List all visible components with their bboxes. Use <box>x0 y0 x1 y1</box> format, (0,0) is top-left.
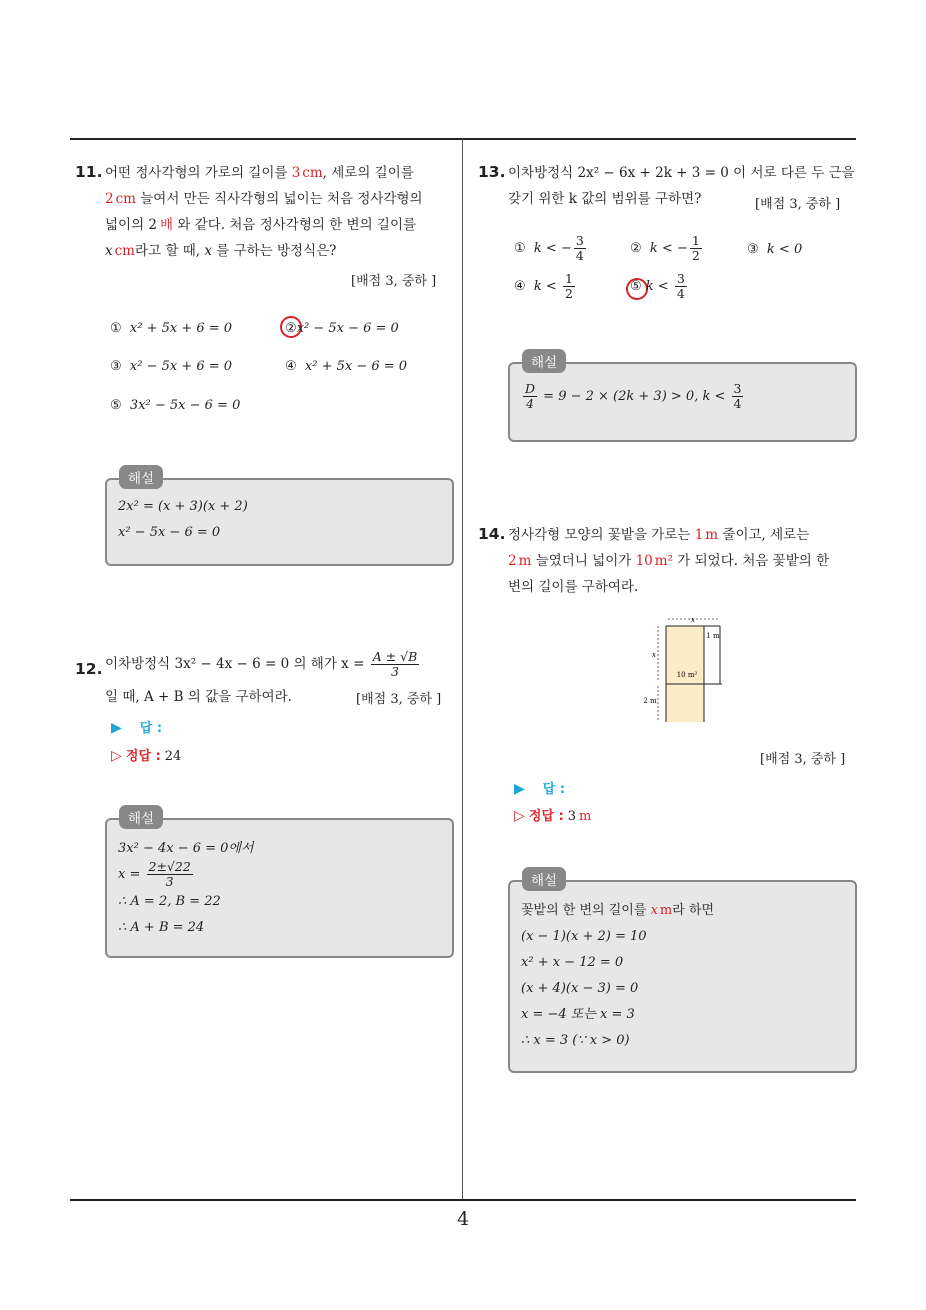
q12-fraction <box>371 650 420 679</box>
option-expr: x² − 5x + 6 = 0 <box>129 359 233 374</box>
solution-line: x² − 5x − 6 = 0 <box>118 525 221 540</box>
correct-unit: m <box>579 809 592 824</box>
solution-line: = 9 − 2 × (2k + 3) > 0, k < <box>539 389 730 404</box>
q12-answer-line[interactable] <box>111 717 162 736</box>
solution-line: 2x² = (x + 3)(x + 2) <box>118 499 248 514</box>
option-mark: ① <box>110 321 122 336</box>
q14-number: 14. <box>478 525 506 543</box>
q11-text-seg: 라고 할 때, <box>135 243 205 259</box>
solution-label: 해설 <box>119 805 163 829</box>
frac-num: 2±√22 <box>148 859 191 874</box>
frac-den: 3 <box>391 664 399 679</box>
q11-text <box>105 160 457 264</box>
option-fraction <box>563 272 575 301</box>
solution-label: 해설 <box>119 465 163 489</box>
solution-label: 해설 <box>522 349 566 373</box>
q14-text-seg: 늘였더니 넓이가 <box>531 553 636 569</box>
frac-den: 4 <box>676 286 685 301</box>
option-expr: 3x² − 5x − 6 = 0 <box>129 398 241 413</box>
frac-num: 3 <box>676 271 685 286</box>
option-expr: k < − <box>533 241 572 256</box>
q11-value-2b: 2 <box>148 217 158 233</box>
option-mark: ③ <box>747 242 759 257</box>
sol-unit-m: m <box>659 903 673 918</box>
q13-option-4[interactable] <box>514 272 577 301</box>
q11-unit-cm: cm <box>114 243 135 259</box>
solution-line: ∴ x = 3 (∵ x > 0) <box>521 1033 630 1048</box>
fig-label-1m: 1 m <box>706 632 720 640</box>
q11-unit-cm: cm <box>115 191 136 207</box>
frac-num: 1 <box>691 233 700 248</box>
q14-unit-m: m <box>705 527 719 543</box>
sol-fraction <box>732 382 744 411</box>
q11-line2 <box>105 186 457 212</box>
sol-seg: 꽃밭의 한 변의 길이를 <box>521 903 651 918</box>
frac-num: 3 <box>575 233 584 248</box>
option-fraction <box>574 234 586 263</box>
solution-line: x = −4 또는 x = 3 <box>521 1007 635 1022</box>
option-mark: ② <box>285 321 297 336</box>
q11-unit-cm: cm <box>302 165 323 181</box>
solution-line: ∴ A + B = 24 <box>118 920 205 935</box>
q14-unit-m: m <box>518 553 532 569</box>
correct-arrow-icon: ▷ <box>111 748 122 764</box>
q11-value-2: 2 <box>105 191 114 207</box>
solution-line: (x − 1)(x + 2) = 10 <box>521 929 647 944</box>
fig-label-area: 10 m² <box>676 671 698 679</box>
correct-value: 24 <box>164 749 182 764</box>
sol-fraction <box>523 382 537 411</box>
q12-score-tag: [배점 3, 중하 ] <box>356 692 442 707</box>
q11-option-5[interactable] <box>110 398 240 413</box>
q12-correct-line <box>111 745 181 764</box>
q14-line1 <box>508 522 860 548</box>
q11-var-x: x <box>105 243 113 259</box>
q11-option-4[interactable] <box>285 359 407 374</box>
option-expr: x² + 5x + 6 = 0 <box>129 321 233 336</box>
q12-line2: 일 때, A + B 의 값을 구하여라. <box>105 689 292 705</box>
option-mark: ② <box>630 241 642 256</box>
option-mark: ④ <box>285 359 297 374</box>
q12-text <box>105 650 457 679</box>
option-fraction <box>690 234 702 263</box>
q11-number: 11. <box>75 163 103 181</box>
q14-garden-figure <box>640 612 730 727</box>
frac-num: 3 <box>733 381 742 396</box>
solution-line: x² + x − 12 = 0 <box>521 955 624 970</box>
q12-line1 <box>105 650 457 679</box>
q11-line4 <box>105 238 457 264</box>
fig-label-x-left: x <box>652 651 656 659</box>
solution-line: (x + 4)(x − 3) = 0 <box>521 981 639 996</box>
q11-option-2[interactable] <box>285 321 399 336</box>
option-mark: ③ <box>110 359 122 374</box>
q12-solution-box <box>105 811 454 958</box>
q11-text-seg: 를 구하는 방정식은? <box>211 243 337 259</box>
q14-line2 <box>508 548 860 574</box>
option-expr: k < <box>533 279 561 294</box>
q14-value-2: 2 <box>508 553 517 569</box>
bottom-rule <box>70 1199 856 1201</box>
answer-label: 답 : <box>542 782 566 797</box>
q13-solution-box <box>508 355 857 442</box>
q13-score-tag: [배점 3, 중하 ] <box>755 197 841 212</box>
q14-line3: 변의 길이를 구하여라. <box>508 579 639 595</box>
q11-text-seg: 늘여서 만든 직사각형의 넓이는 처음 정사각형의 <box>135 191 423 207</box>
sol-seg: 라 하면 <box>672 903 715 918</box>
option-expr: k < − <box>649 241 688 256</box>
frac-den: 4 <box>575 248 584 263</box>
q11-score-tag: [배점 3, 중하 ] <box>351 274 437 289</box>
solution-line: ∴ A = 2, B = 22 <box>118 894 221 909</box>
frac-num: D <box>525 381 536 396</box>
option-mark: ⑤ <box>110 398 122 413</box>
option-expr: x² − 5x − 6 = 0 <box>296 321 399 336</box>
q14-text-seg: 가 되었다. 처음 꽃밭의 한 <box>672 553 830 569</box>
solution-line: 3x² − 4x − 6 = 0에서 <box>118 841 254 856</box>
sol-seg: x = <box>118 867 145 882</box>
answer-arrow-icon: ▶ <box>111 720 122 736</box>
q12-text-seg: 이차방정식 3x² − 4x − 6 = 0 의 해가 x = <box>105 656 369 672</box>
q14-unit-m2: m² <box>654 553 673 569</box>
frac-den: 2 <box>564 286 573 301</box>
solution-label: 해설 <box>522 867 566 891</box>
q11-text-seg: 어떤 정사각형의 가로의 길이를 <box>105 165 292 181</box>
q11-bae: 배 <box>160 217 174 233</box>
q13-line1: 이차방정식 2x² − 6x + 2k + 3 = 0 이 서로 다른 두 근을 <box>508 165 855 181</box>
q14-value-1: 1 <box>694 527 704 543</box>
option-expr: k < <box>645 279 673 294</box>
q11-text-seg: 와 같다. 처음 정사각형의 한 변의 길이를 <box>173 217 417 233</box>
q11-value-3: 3 <box>291 165 301 181</box>
q13-option-2[interactable] <box>630 234 704 263</box>
answer-label: 답 : <box>139 721 163 736</box>
q11-var-x: x <box>204 243 212 259</box>
frac-num: A ± √B <box>372 649 418 664</box>
top-rule <box>70 138 856 140</box>
q13-option-5[interactable] <box>630 272 689 301</box>
solution-line <box>118 860 254 889</box>
q11-line3 <box>105 212 457 238</box>
frac-den: 3 <box>165 874 174 889</box>
option-mark: ⑤ <box>630 279 642 294</box>
q11-solution-box <box>105 471 454 566</box>
q14-text-seg: 정사각형 모양의 꽃밭을 가로는 <box>508 527 695 543</box>
q14-score-tag: [배점 3, 중하 ] <box>760 752 846 767</box>
q13-option-1[interactable] <box>514 234 588 263</box>
q14-answer-line[interactable] <box>514 778 565 797</box>
frac-den: 4 <box>733 396 742 411</box>
correct-value: 3 <box>567 809 577 824</box>
q11-line1 <box>105 160 457 186</box>
frac-den: 2 <box>691 248 700 263</box>
correct-label: 정답 : <box>125 749 161 764</box>
correct-arrow-icon: ▷ <box>514 808 525 824</box>
q14-solution-box <box>508 873 857 1073</box>
frac-den: 4 <box>526 396 534 411</box>
frac-num: 1 <box>564 271 573 286</box>
option-expr: x² + 5x − 6 = 0 <box>304 359 408 374</box>
solution-line <box>521 898 714 924</box>
q11-option-1[interactable] <box>110 321 232 336</box>
q12-number: 12. <box>75 660 103 678</box>
q11-text-seg: , 세로의 길이를 <box>322 165 414 181</box>
fig-label-x-top: x <box>691 616 695 624</box>
q13-option-3[interactable] <box>747 242 802 257</box>
page-number: 4 <box>456 1208 470 1230</box>
answer-arrow-icon: ▶ <box>514 781 525 797</box>
fig-label-2m: 2 m <box>643 697 657 705</box>
q13-line2: 갖기 위한 k 값의 범위를 구하면? <box>508 191 702 207</box>
q14-text-seg: 줄이고, 세로는 <box>718 527 810 543</box>
q13-solution-body <box>521 382 745 411</box>
option-mark: ④ <box>514 279 526 294</box>
sol-fraction <box>147 860 193 889</box>
q11-text-seg: 넓이의 <box>105 217 149 233</box>
correct-label: 정답 : <box>528 809 564 824</box>
column-divider <box>462 139 463 1200</box>
option-mark: ① <box>514 241 526 256</box>
option-expr: k < 0 <box>766 242 803 257</box>
option-fraction <box>675 272 687 301</box>
q14-text <box>508 522 860 600</box>
q14-solution-body <box>521 898 714 1054</box>
q14-value-10: 10 <box>635 553 653 569</box>
q12-solution-body <box>118 838 254 939</box>
q11-solution-body <box>118 494 248 546</box>
q13-number: 13. <box>478 163 506 181</box>
sol-var-x: x <box>650 903 658 918</box>
q14-correct-line <box>514 805 591 824</box>
q11-option-3[interactable] <box>110 359 232 374</box>
